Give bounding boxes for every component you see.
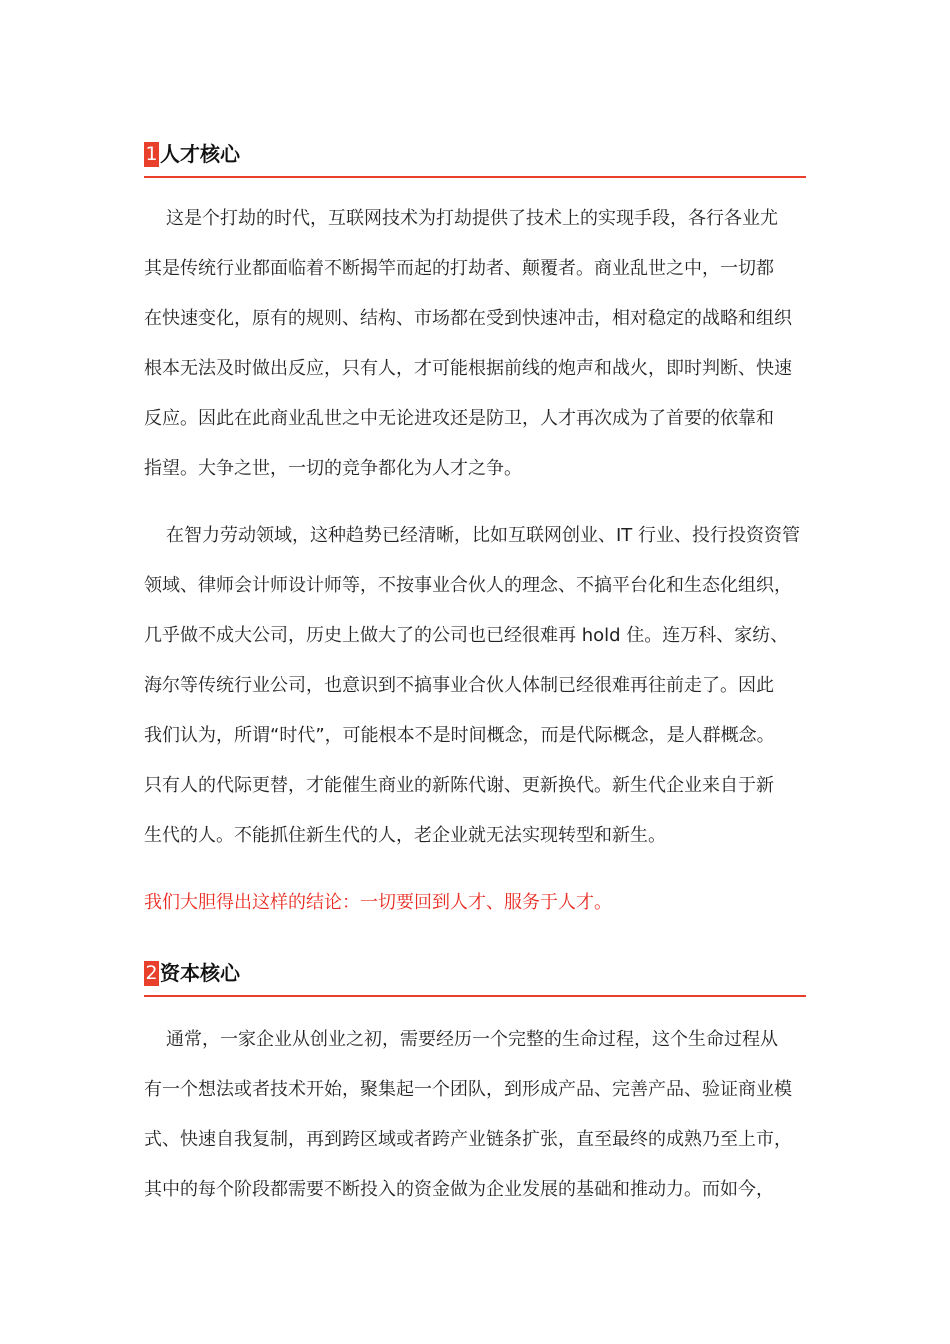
paragraph (144, 194, 806, 494)
paragraph-line: 指望。大争之世，一切的竞争都化为人才之争。 (144, 458, 522, 479)
paragraph-line: 我们认为，所谓“时代”，可能根本不是时间概念，而是代际概念，是人群概念。 (144, 725, 775, 746)
paragraph-line: 只有人的代际更替，才能催生商业的新陈代谢、更新换代。新生代企业来自于新 (144, 775, 774, 796)
section-heading-capital (144, 955, 806, 997)
section-title: 资本核心 (160, 961, 240, 985)
paragraph-line: 这是个打劫的时代，互联网技术为打劫提供了技术上的实现手段，各行各业尤 (166, 208, 778, 229)
paragraph-line: 在快速变化，原有的规则、结构、市场都在受到快速冲击，相对稳定的战略和组织 (144, 308, 792, 329)
paragraph-line: 有一个想法或者技术开始，聚集起一个团队，到形成产品、完善产品、验证商业模 (144, 1079, 792, 1100)
paragraph-line: 其是传统行业都面临着不断揭竿而起的打劫者、颠覆者。商业乱世之中，一切都 (144, 258, 774, 279)
paragraph-line: 通常，一家企业从创业之初，需要经历一个完整的生命过程，这个生命过程从 (166, 1029, 778, 1050)
paragraph-line: 其中的每个阶段都需要不断投入的资金做为企业发展的基础和推动力。而如今， (144, 1179, 774, 1200)
paragraph-line: 在智力劳动领域，这种趋势已经清晰，比如互联网创业、IT 行业、投行投资资管 (166, 525, 801, 546)
paragraph (144, 1015, 806, 1215)
paragraph-line: 海尔等传统行业公司，也意识到不搞事业合伙人体制已经很难再往前走了。因此 (144, 675, 774, 696)
section-title: 人才核心 (160, 142, 240, 166)
paragraph-line: 几乎做不成大公司，历史上做大了的公司也已经很难再 hold 住。连万科、家纺、 (144, 625, 789, 646)
paragraph-line: 式、快速自我复制，再到跨区域或者跨产业链条扩张，直至最终的成熟乃至上市， (144, 1129, 792, 1150)
paragraph-line: 领域、律师会计师设计师等，不按事业合伙人的理念、不搞平台化和生态化组织， (144, 575, 792, 596)
paragraph (144, 511, 806, 861)
section-number-badge: 2 (145, 962, 158, 984)
section-number-badge: 1 (145, 143, 158, 165)
paragraph-line: 反应。因此在此商业乱世之中无论进攻还是防卫，人才再次成为了首要的依靠和 (144, 408, 774, 429)
section-heading-talent (144, 136, 806, 178)
paragraph-line: 根本无法及时做出反应，只有人，才可能根据前线的炮声和战火，即时判断、快速 (144, 358, 792, 379)
paragraph-line: 生代的人。不能抓住新生代的人，老企业就无法实现转型和新生。 (144, 825, 666, 846)
conclusion-text: 我们大胆得出这样的结论：一切要回到人才、服务于人才。 (144, 892, 612, 913)
